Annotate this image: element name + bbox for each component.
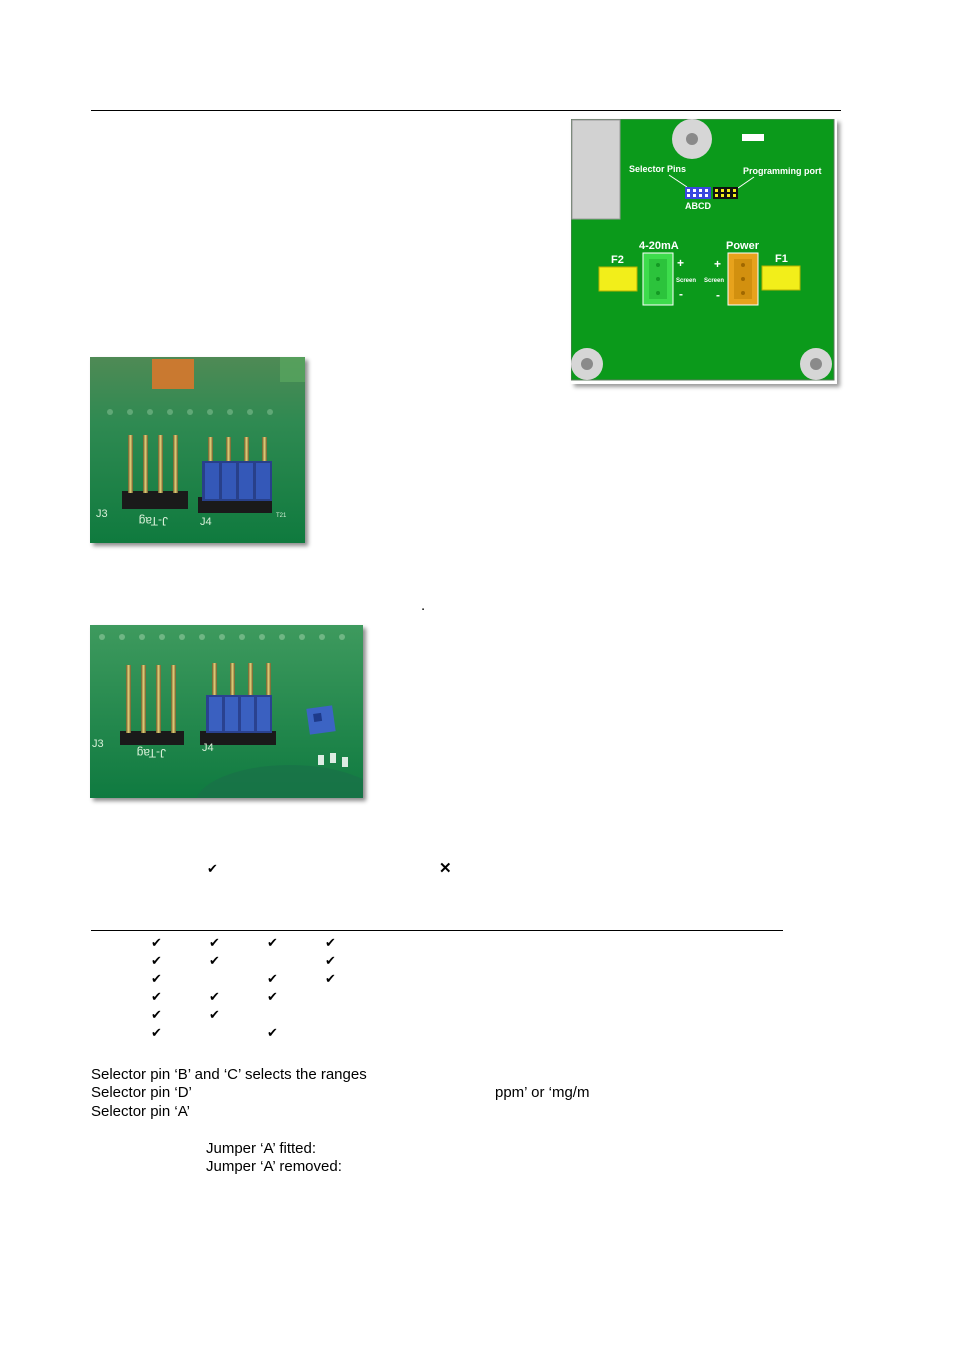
power-minus: -: [716, 288, 720, 302]
note-selector-bc: Selector pin ‘B’ and ‘C’ selects the ranges: [91, 1066, 367, 1083]
silk-jtag: J-Tag: [138, 514, 168, 528]
note-selector-d-units: ppm’ or ‘mg/m: [495, 1084, 590, 1101]
note-selector-d: Selector pin ‘D’: [91, 1084, 192, 1101]
table-row: [91, 988, 783, 1006]
pcb-diagram: [571, 119, 837, 384]
programming-port: [713, 187, 738, 199]
table-row: [91, 1024, 783, 1042]
check-icon: ✔: [151, 1007, 162, 1022]
check-icon: ✔: [209, 953, 220, 968]
check-icon: ✔: [267, 1025, 278, 1040]
check-icon: ✔: [209, 989, 220, 1004]
output-minus: -: [679, 287, 683, 301]
check-icon: ✔: [267, 935, 278, 950]
silk-j4: J4: [200, 516, 212, 528]
table-row: [91, 970, 783, 988]
abcd-label: ABCD: [685, 201, 711, 211]
power-label: Power: [726, 240, 760, 252]
check-icon: ✔: [151, 1025, 162, 1040]
power-connector: [728, 253, 758, 305]
output-label: 4-20mA: [639, 240, 679, 252]
power-screen: Screen: [704, 278, 725, 284]
fuse-f2: [599, 267, 637, 291]
check-icon: ✔: [325, 971, 336, 986]
fuse-f2-label: F2: [611, 254, 624, 266]
silk-j3-photo2: J3: [92, 738, 104, 750]
silk-j3: J3: [96, 508, 108, 520]
table-row: [91, 1006, 783, 1024]
loose-jumper: [306, 705, 335, 734]
check-icon: ✔: [267, 971, 278, 986]
cross-icon: ✕: [439, 860, 452, 877]
silk-jtag-photo2: J-Tag: [136, 746, 166, 760]
output-plus: +: [677, 256, 685, 270]
check-icon: ✔: [325, 953, 336, 968]
jumper-a-removed: Jumper ‘A’ removed:: [206, 1158, 342, 1175]
silk-code: T21: [276, 513, 287, 519]
pcb-board-svg: [571, 119, 837, 384]
check-icon: ✔: [207, 861, 218, 876]
jumper-photo-1: [90, 357, 305, 543]
check-icon: ✔: [267, 989, 278, 1004]
check-icon: ✔: [209, 1007, 220, 1022]
table-row: [91, 952, 783, 970]
output-connector: [643, 253, 673, 305]
header-rule: [91, 110, 841, 111]
selector-pins: [685, 187, 711, 199]
note-selector-a: Selector pin ‘A’: [91, 1103, 190, 1120]
selector-table: [91, 934, 783, 1044]
table-row: [91, 934, 783, 952]
output-screen: Screen: [676, 278, 697, 284]
check-icon: ✔: [151, 953, 162, 968]
check-icon: ✔: [151, 935, 162, 950]
jumper-photo-2: [90, 625, 363, 798]
fuse-f1-label: F1: [775, 253, 788, 265]
fuse-f1: [762, 266, 800, 290]
table-rule: [91, 930, 783, 931]
stray-dot: .: [421, 597, 426, 614]
check-icon: ✔: [325, 935, 336, 950]
programming-port-label: Programming port: [743, 166, 822, 176]
check-icon: ✔: [151, 971, 162, 986]
jumper-a-fitted: Jumper ‘A’ fitted:: [206, 1140, 317, 1157]
check-icon: ✔: [209, 935, 220, 950]
power-plus: +: [714, 257, 722, 271]
selector-pins-label: Selector Pins: [629, 164, 687, 174]
silk-j4-photo2: J4: [202, 742, 214, 754]
check-icon: ✔: [151, 989, 162, 1004]
